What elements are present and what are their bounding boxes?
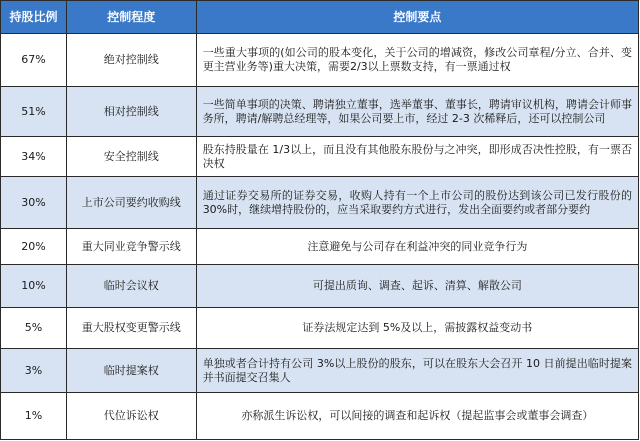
level-cell: 绝对控制线 xyxy=(67,34,197,87)
points-text: 亦称派生诉讼权，可以间接的调查和起诉权（提起监事会或董事会调查） xyxy=(241,409,594,422)
points-cell xyxy=(197,177,639,229)
points-cell xyxy=(197,137,639,177)
points-text: 一些简单事项的决策、聘请独立董事，选举董事、董事长，聘请审议机构，聘请会计师事务所，聘请/解聘总经理等，如果公司要上市，经过 2-3 次稀释后，还可以控制公司 xyxy=(202,97,632,125)
ratio-cell: 67% xyxy=(1,34,67,87)
level-cell: 重大同业竞争警示线 xyxy=(67,229,197,265)
points-text: 单独或者合计持有公司 3%以上股份的股东，可以在股东大会召开 10 日前提出临时提案并书面提交召集人 xyxy=(202,356,632,384)
ratio-cell: 20% xyxy=(1,229,67,265)
ratio-cell: 3% xyxy=(1,349,67,393)
table-row xyxy=(1,265,639,308)
points-cell xyxy=(197,349,639,393)
level-cell: 安全控制线 xyxy=(67,137,197,177)
table-row xyxy=(1,34,639,87)
ratio-cell: 51% xyxy=(1,87,67,137)
table-row xyxy=(1,177,639,229)
ratio-cell: 5% xyxy=(1,308,67,349)
table-row xyxy=(1,87,639,137)
table-row xyxy=(1,393,639,440)
table-row xyxy=(1,349,639,393)
level-cell: 临时提案权 xyxy=(67,349,197,393)
level-cell: 代位诉讼权 xyxy=(67,393,197,440)
points-cell xyxy=(197,229,639,265)
points-text: 通过证券交易所的证券交易，收购人持有一个上市公司的股份达到该公司已发行股份的 30%时，继续增持股份的，应当采取要约方式进行，发出全面要约或者部分要约 xyxy=(202,188,632,216)
table-row xyxy=(1,308,639,349)
points-text: 注意避免与公司存在利益冲突的同业竞争行为 xyxy=(307,239,528,253)
points-cell xyxy=(197,34,639,87)
points-cell xyxy=(197,393,639,440)
ratio-cell: 30% xyxy=(1,177,67,229)
points-cell xyxy=(197,265,639,308)
table-header-row xyxy=(1,1,639,34)
points-cell xyxy=(197,308,639,349)
ratio-cell: 10% xyxy=(1,265,67,308)
table-row xyxy=(1,137,639,177)
header-ratio: 持股比例 xyxy=(1,1,67,34)
points-text: 股东持股量在 1/3以上，而且没有其他股东股份与之冲突，即形成否决性控股，有一票否决权 xyxy=(202,142,632,170)
points-text: 一些重大事项的(如公司的股本变化，关于公司的增减资，修改公司章程/分立、合并、变更主营业务等)重大决策，需要2/3以上票数支持，有一票通过权 xyxy=(202,46,632,73)
ratio-cell: 34% xyxy=(1,137,67,177)
level-cell: 重大股权变更警示线 xyxy=(67,308,197,349)
header-level: 控制程度 xyxy=(67,1,197,34)
points-text: 可提出质询、调查、起诉、清算、解散公司 xyxy=(312,279,522,292)
level-cell: 相对控制线 xyxy=(67,87,197,137)
points-cell xyxy=(197,87,639,137)
level-cell: 上市公司要约收购线 xyxy=(67,177,197,229)
table-row xyxy=(1,229,639,265)
level-cell: 临时会议权 xyxy=(67,265,197,308)
header-points: 控制要点 xyxy=(197,1,639,34)
points-text: 证券法规定达到 5%及以上，需披露权益变动书 xyxy=(302,321,533,334)
ratio-cell: 1% xyxy=(1,393,67,440)
